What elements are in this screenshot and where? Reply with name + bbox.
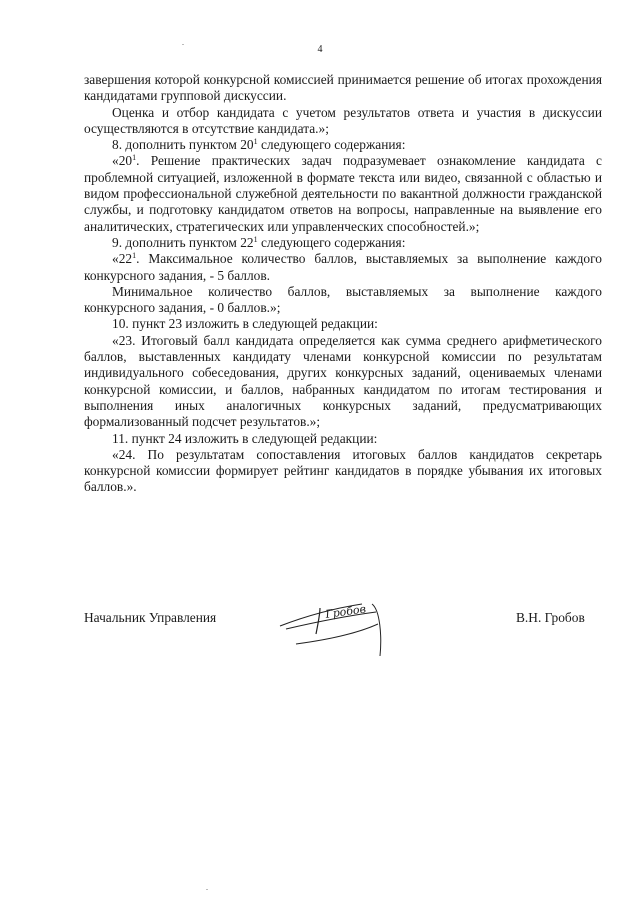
paragraph-0: завершения которой конкурсной комиссией принимается решение об итогах прохождения кандидатами групповой дискуссии. (84, 72, 602, 104)
superscript: 1 (132, 153, 137, 163)
paragraph-10: «24. По результатам сопоставления итоговых баллов кандидатов секретарь конкурсной комиссии формирует рейтинг кандидатов в порядке убывания их итоговых баллов.». (84, 446, 602, 495)
paragraph-5: «$22^1$. Максимальное количество баллов, выставляемых за выполнение каждого конкурсного задания, - 5 баллов. (84, 251, 602, 283)
paragraph-1: Оценка и отбор кандидата с учетом результатов ответа и участия в дискуссии осуществляются в отсутствие кандидата.»; (84, 104, 602, 136)
superscript: 1 (253, 234, 258, 244)
paragraph-8: «23. Итоговый балл кандидата определяется как сумма среднего арифметического баллов, выставленных кандидату членами конкурсной комиссии по результатам индивидуального собеседования, других конкурсных заданий, оцениваемых членами конкурсной комиссии, и баллов, набранных кандидатом по итогам тестирования и выполнения иных аналогичных конкурсных заданий, предусматривающих формализованный подсчет результатов.»; (84, 332, 602, 430)
paragraph-3: «$20^1$. Решение практических задач подразумевает ознакомление кандидата с проблемной ситуацией, изложенной в формате текста или видео, связанной с областью и видом профессиональной служебной деятельности по вакантной должности гражданской службы, и подготовку кандидатом ответов на вопросы, направленные на выявление его аналитических, стратегических или управленческих способностей.»; (84, 153, 602, 234)
signatory-title: Начальник Управления (84, 610, 217, 625)
paragraph-4: 9. дополнить пунктом $22^1$ следующего содержания: (112, 234, 406, 250)
superscript: 1 (132, 251, 137, 261)
paragraph-9: 11. пункт 24 изложить в следующей редакции: (112, 430, 378, 446)
signatory-name: В.Н. Гробов (516, 610, 585, 625)
paragraph-7: 10. пункт 23 изложить в следующей редакции: (112, 316, 378, 332)
page-number: 4 (317, 44, 323, 55)
superscript: 1 (253, 137, 258, 147)
handwritten-signature (276, 596, 396, 660)
scan-speck (206, 889, 208, 890)
scan-speck (182, 44, 184, 45)
svg-text:Гробов: Гробов (324, 602, 367, 621)
paragraph-6: Минимальное количество баллов, выставляемых за выполнение каждого конкурсного задания, - 0 баллов.»; (84, 283, 602, 316)
document-body (84, 72, 602, 496)
paragraph-2: 8. дополнить пунктом $20^1$ следующего содержания: (112, 137, 406, 153)
